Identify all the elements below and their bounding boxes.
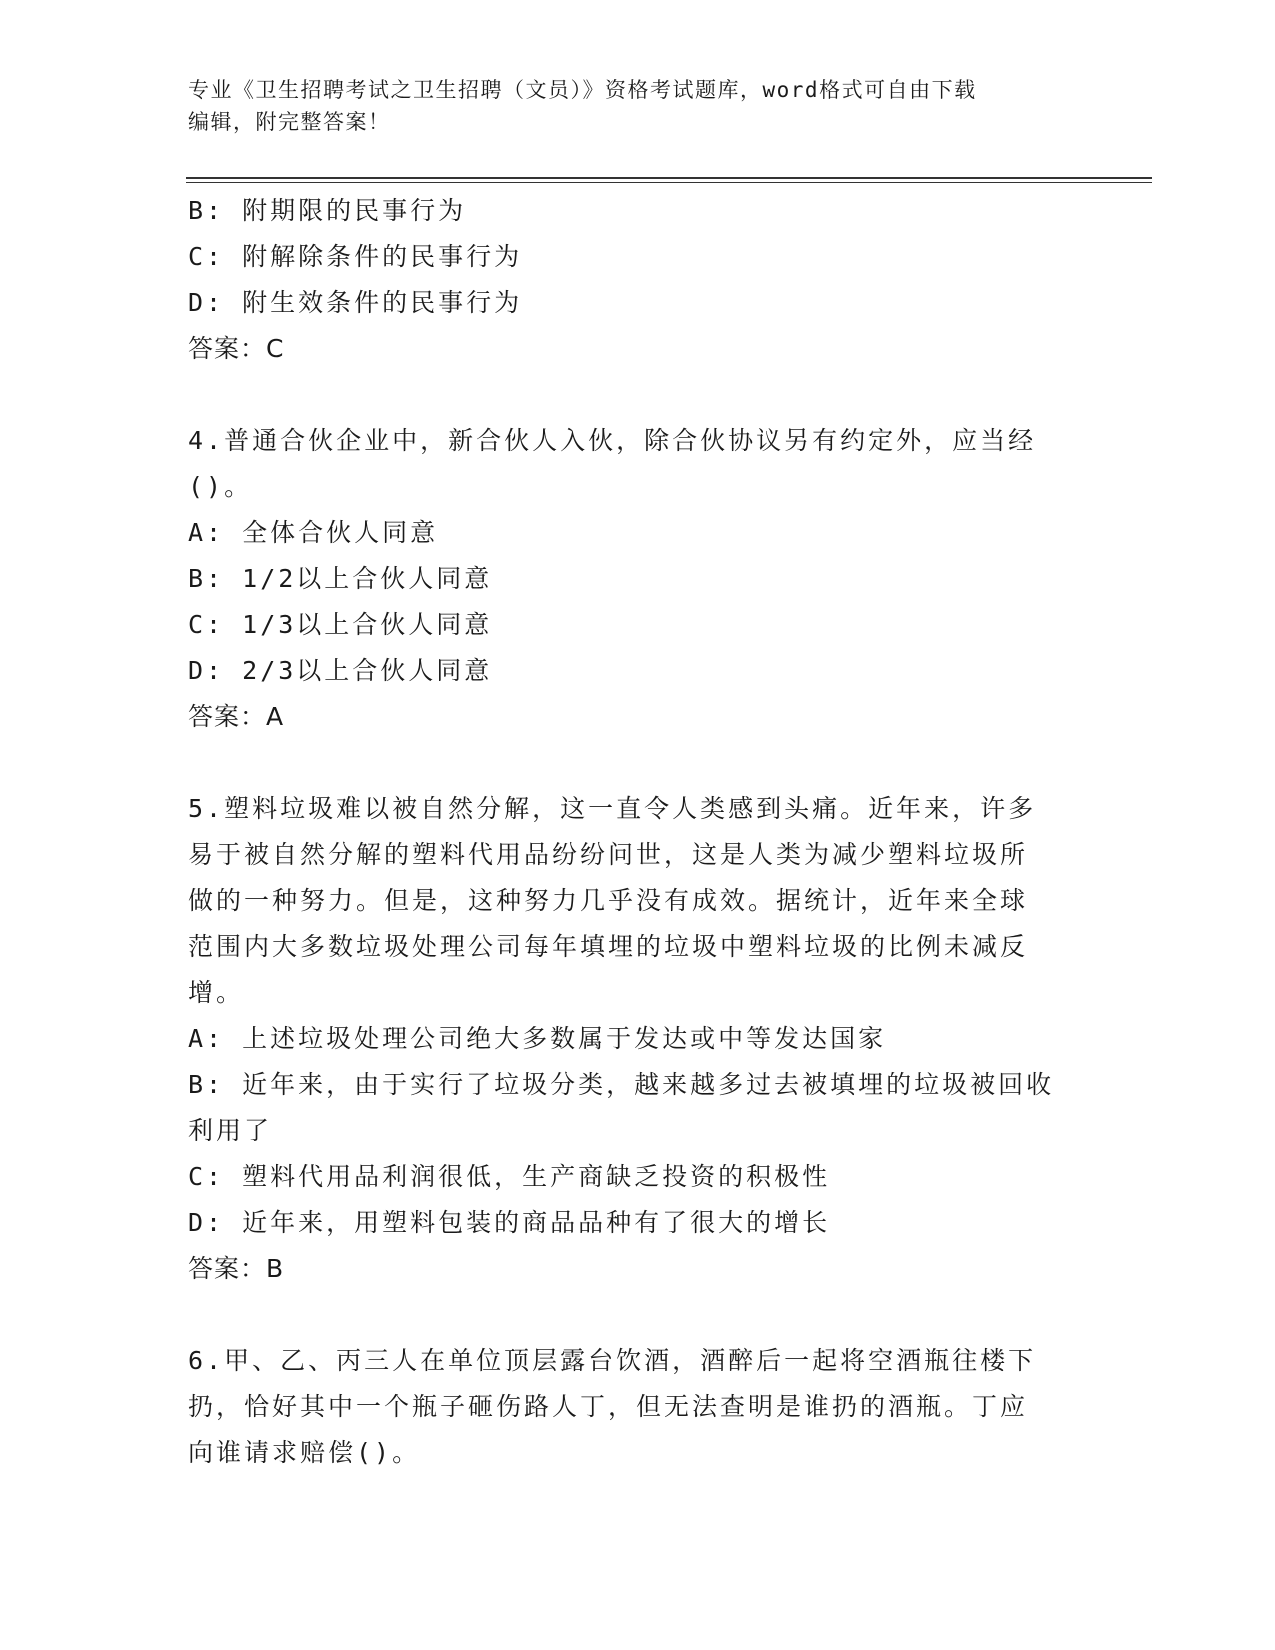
q4-option-c: C: 1/3以上合伙人同意 [188, 610, 493, 639]
header-rule-thin [186, 182, 1152, 183]
spacer [188, 372, 1068, 418]
question-4 [188, 418, 1068, 740]
q5-stem-line-5: 增。 [188, 978, 245, 1007]
q6-stem-line-1: 6.甲、乙、丙三人在单位顶层露台饮酒，酒醉后一起将空酒瓶往楼下 [188, 1346, 1037, 1375]
q4-option-b: B: 1/2以上合伙人同意 [188, 564, 493, 593]
spacer [188, 740, 1068, 786]
q5-option-d: D: 近年来，用塑料包装的商品品种有了很大的增长 [188, 1208, 831, 1237]
document-header [188, 74, 1088, 138]
q6-stem-line-3: 向谁请求赔偿()。 [188, 1438, 421, 1467]
question-3 [188, 188, 1068, 372]
q4-stem-line-1: 4.普通合伙企业中，新合伙人入伙，除合伙协议另有约定外，应当经 [188, 426, 1037, 455]
spacer [188, 1292, 1068, 1338]
q5-stem-line-3: 做的一种努力。但是，这种努力几乎没有成效。据统计，近年来全球 [188, 886, 1029, 915]
q5-option-a: A: 上述垃圾处理公司绝大多数属于发达或中等发达国家 [188, 1024, 887, 1053]
q4-stem-line-2: ()。 [188, 472, 253, 501]
q5-stem-line-4: 范围内大多数垃圾处理公司每年填埋的垃圾中塑料垃圾的比例未减反 [188, 932, 1029, 961]
header-line-2: 编辑，附完整答案！ [188, 110, 391, 134]
document-body [188, 188, 1068, 1476]
q3-option-d: D: 附生效条件的民事行为 [188, 288, 523, 317]
q4-answer: 答案：A [188, 702, 285, 731]
q5-stem-line-2: 易于被自然分解的塑料代用品纷纷问世，这是人类为减少塑料垃圾所 [188, 840, 1029, 869]
header-line-1: 专业《卫生招聘考试之卫生招聘（文员）》资格考试题库，word格式可自由下载 [188, 78, 977, 102]
q5-answer: 答案：B [188, 1254, 285, 1283]
question-6 [188, 1338, 1068, 1476]
header-rule-thick [186, 177, 1152, 179]
q4-option-a: A: 全体合伙人同意 [188, 518, 439, 547]
q5-option-b-line-2: 利用了 [188, 1116, 273, 1145]
q5-option-c: C: 塑料代用品利润很低，生产商缺乏投资的积极性 [188, 1162, 831, 1191]
q5-option-b-line-1: B: 近年来，由于实行了垃圾分类，越来越多过去被填埋的垃圾被回收 [188, 1070, 1055, 1099]
q6-stem-line-2: 扔，恰好其中一个瓶子砸伤路人丁，但无法查明是谁扔的酒瓶。丁应 [188, 1392, 1029, 1421]
q3-option-c: C: 附解除条件的民事行为 [188, 242, 523, 271]
q5-stem-line-1: 5.塑料垃圾难以被自然分解，这一直令人类感到头痛。近年来，许多 [188, 794, 1037, 823]
q3-answer: 答案：C [188, 334, 285, 363]
q3-option-b: B: 附期限的民事行为 [188, 196, 467, 225]
q4-option-d: D: 2/3以上合伙人同意 [188, 656, 493, 685]
question-5 [188, 786, 1068, 1292]
